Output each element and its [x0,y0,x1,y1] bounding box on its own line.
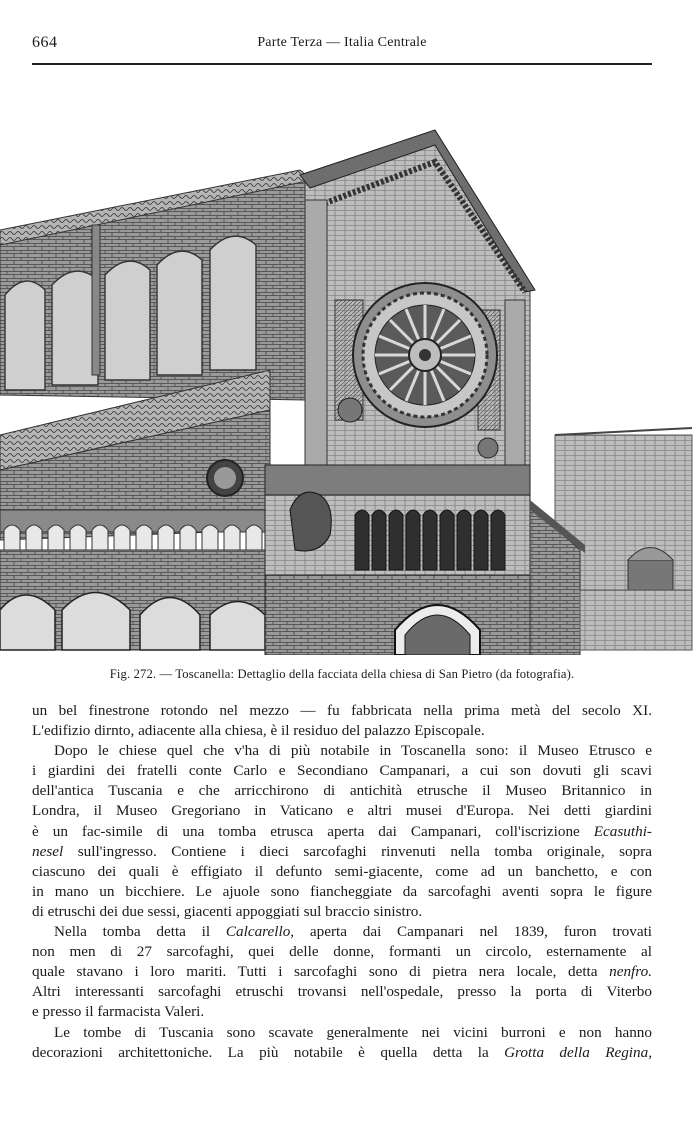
text-run: è un fac-simile di una tomba etrusca aperta dai Campanari, coll'iscrizione [32,822,580,840]
text-run: quale stavano i loro mariti. Tutti i sarcofaghi sono di pietra nera locale, detta [32,963,598,981]
text-line: e presso il farmacista Valeri. [32,1003,205,1021]
text-line [32,922,652,942]
figure-caption: Fig. 272. — Toscanella: Dettaglio della facciata della chiesa di San Pietro (da fotografia). [109,667,575,681]
text-line: Dopo le chiese quel che v'ha di più notabile in Toscanella sono: il Museo Etrusco e [54,742,652,760]
inscription-text: Ecasuthi- [593,822,652,840]
page-number: 664 [32,34,58,51]
tomb-name: Grotta della Regina, [504,1043,652,1061]
text-line: Londra, il Museo Gregoriano in Vaticano e altri musei d'Europa. Nei detti giardini [32,802,652,820]
text-line: i giardini dei fratelli conte Carlo e Secondiano Campanari, a cui son dovuti gli scavi [32,762,652,780]
text-line: Le tombe di Tuscania sono scavate generalmente nei vicini burroni e non hanno [54,1023,652,1041]
body-text [32,701,652,1063]
running-title: Parte Terza — Italia Centrale [257,35,427,50]
text-line [32,962,652,982]
text-run: decorazioni architettoniche. La più notabile è quella detta la [32,1043,489,1061]
text-run: sull'ingresso. Contiene i dieci sarcofaghi rinvenuti nella tomba originale, sopra [77,842,652,860]
inscription-text: nesel [32,842,64,860]
text-line [32,842,652,862]
text-line [32,1043,652,1063]
figure-engraving [0,110,700,655]
header-rule [32,63,652,65]
text-line: dell'antica Tuscania e che arricchirono di antichità etrusche il Museo Britannico in [32,782,652,800]
text-line: in mano un bicchiere. Le ajuole sono fiancheggiate da sarcofaghi aventi sopra le figure [32,882,652,900]
stone-name: nenfro. [609,963,652,981]
text-line: non men di 27 sarcofaghi, quei delle donne, formanti un circolo, esternamente al [32,943,652,961]
rose-window [353,283,497,427]
text-run: Nella tomba detta il [54,923,211,941]
text-run: aperta dai Campanari nel 1839, furon trovati [309,923,652,941]
text-line: un bel finestrone rotondo nel mezzo — fu fabbricata nella prima metà del secolo XI. [32,702,652,719]
text-line: di etruschi dei due sessi, giacenti appoggiati sul braccio sinistro. [32,902,423,920]
page-header [32,28,652,54]
text-line: L'edifizio dirnto, adiacente alla chiesa, è il residuo del palazzo Episcopale. [32,722,485,740]
text-line [32,822,652,842]
text-line: Altri interessanti sarcofaghi etruschi trovansi nell'ospedale, presso la porta di Viterbo [32,983,652,1001]
church-facade-illustration [0,110,700,655]
tomb-name: Calcarello, [225,923,295,941]
text-line: ciascuno dei quali è effigiato il defunto semi-giacente, come ad un banchetto, e con [32,862,652,880]
